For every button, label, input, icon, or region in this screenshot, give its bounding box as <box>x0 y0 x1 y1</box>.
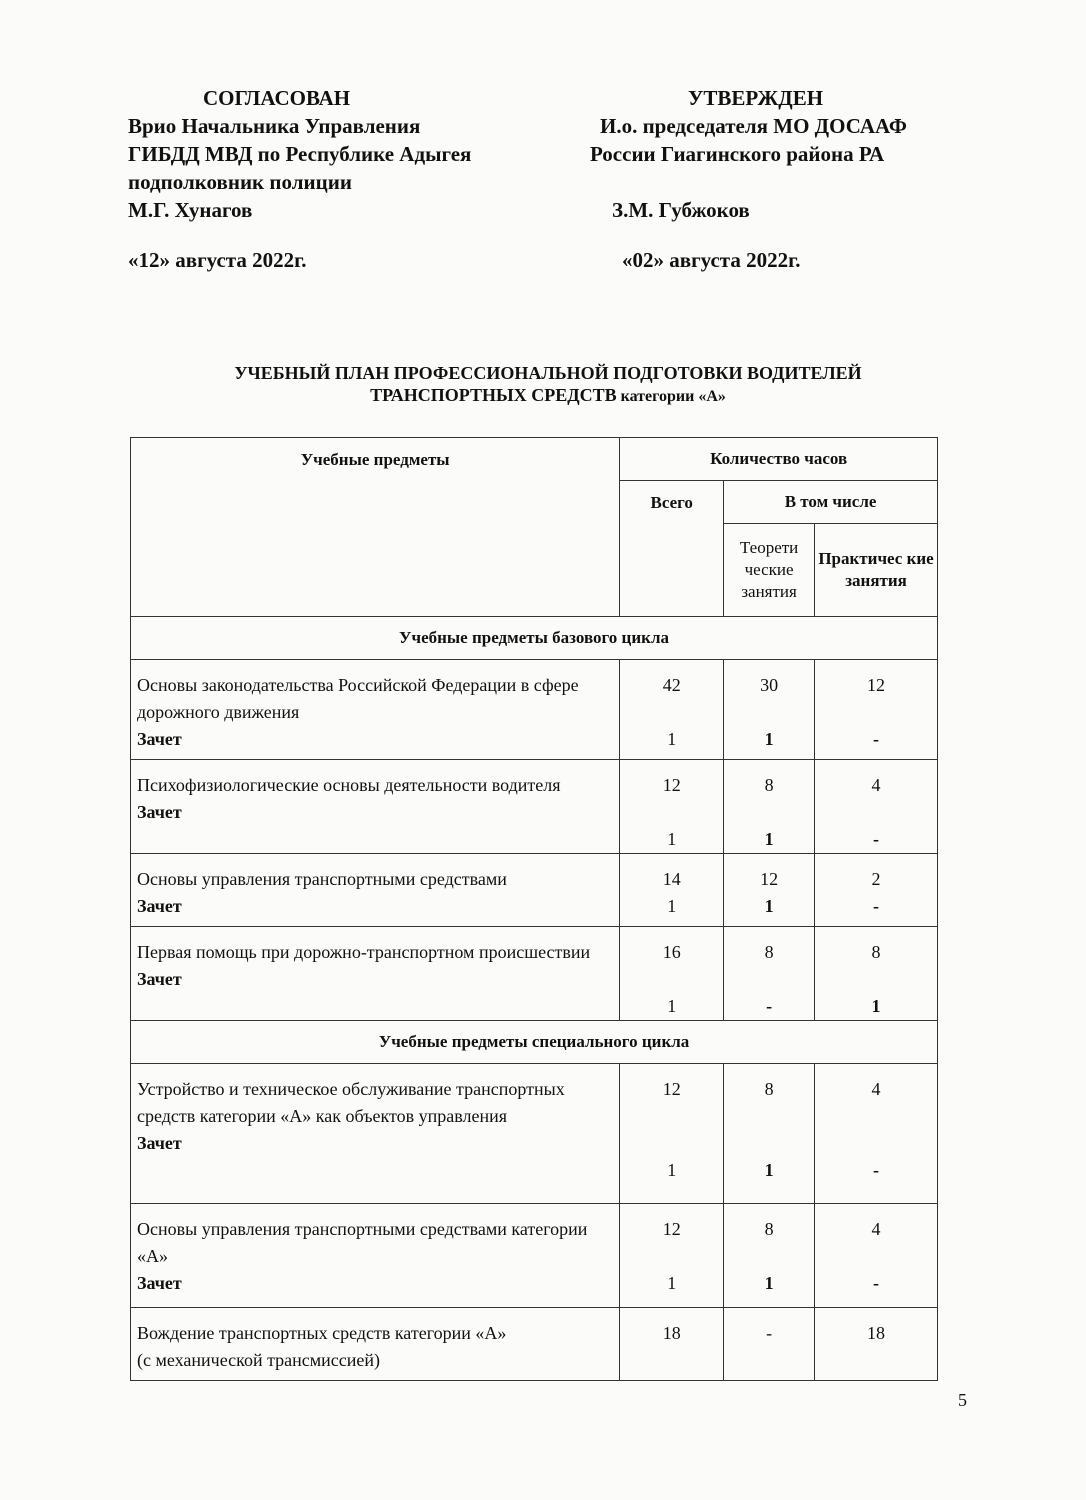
table-row <box>131 760 938 854</box>
zachet-label: Зачет <box>137 802 182 822</box>
subject-name: Первая помощь при дорожно-транспортном происшествии <box>137 942 591 962</box>
approval-right-block <box>590 84 907 274</box>
subject-name-line-1: Вождение транспортных средств категории «А» <box>137 1323 507 1343</box>
cell-practice: 4 <box>871 1219 881 1239</box>
cell-total: 18 <box>662 1323 681 1343</box>
cell-total: 42 <box>662 675 681 695</box>
approval-left-line: подполковник полиции <box>128 170 352 194</box>
cell-theory: 8 <box>764 942 774 962</box>
cell-total: 12 <box>662 1079 681 1099</box>
approval-right-line: России Гиагинского района РА <box>590 142 885 166</box>
approval-left-line: Врио Начальника Управления <box>128 114 421 138</box>
cell-theory: - <box>766 1323 773 1343</box>
document-title-line-2: ТРАНСПОРТНЫХ СРЕДСТВ категории «А» <box>370 385 726 405</box>
subject-name: Основы законодательства Российской Федерации в сфере дорожного движения <box>137 675 579 722</box>
cell-zachet-theory: 1 <box>764 896 774 916</box>
page-number: 5 <box>958 1390 967 1410</box>
header-subjects: Учебные предметы <box>131 438 620 617</box>
cell-zachet-practice: 1 <box>871 996 881 1016</box>
cell-zachet-practice: - <box>873 896 880 916</box>
cell-theory: 8 <box>764 1219 774 1239</box>
cell-practice: 12 <box>867 675 886 695</box>
cell-theory: 12 <box>760 869 779 889</box>
approval-left-line: ГИБДД МВД по Республике Адыгея <box>128 142 472 166</box>
subject-name: Устройство и техническое обслуживание транспортных средств категории «А» как объектов управления <box>137 1079 565 1126</box>
header-hours: Количество часов <box>620 438 938 481</box>
table-row <box>131 927 938 1021</box>
cell-zachet-practice: - <box>873 729 880 749</box>
zachet-label: Зачет <box>137 896 182 916</box>
table-row <box>131 854 938 927</box>
document-title <box>128 362 968 408</box>
zachet-label: Зачет <box>137 1273 182 1293</box>
cell-zachet-theory: 1 <box>764 729 774 749</box>
cell-practice: 4 <box>871 775 881 795</box>
cell-zachet-practice: - <box>873 1160 880 1180</box>
approval-right-title: УТВЕРЖДЕН <box>688 86 824 110</box>
cell-total: 12 <box>662 1219 681 1239</box>
subject-name: Основы управления транспортными средствами категории «А» <box>137 1219 588 1266</box>
header-practice: Практичес кие занятия <box>815 524 938 617</box>
subject-name: Психофизиологические основы деятельности водителя <box>137 775 561 795</box>
cell-zachet-practice: - <box>873 1273 880 1293</box>
subject-name: Основы управления транспортными средствами <box>137 869 507 889</box>
cell-zachet-theory: - <box>766 996 773 1016</box>
header-total: Всего <box>620 481 724 617</box>
curriculum-table <box>130 437 938 1381</box>
table-row <box>131 1064 938 1204</box>
approval-left-title: СОГЛАСОВАН <box>203 86 351 110</box>
cell-zachet-theory: 1 <box>764 829 774 849</box>
table-row <box>131 660 938 760</box>
cell-zachet-theory: 1 <box>764 1160 774 1180</box>
approval-right-line: И.о. председателя МО ДОСААФ <box>600 114 907 138</box>
approval-right-signatory: З.М. Губжоков <box>612 198 750 222</box>
table-row <box>131 1204 938 1308</box>
cell-practice: 4 <box>871 1079 881 1099</box>
cell-zachet-total: 1 <box>667 829 677 849</box>
cell-zachet-practice: - <box>873 829 880 849</box>
cell-practice: 8 <box>871 942 881 962</box>
document-title-line-1: УЧЕБНЫЙ ПЛАН ПРОФЕССИОНАЛЬНОЙ ПОДГОТОВКИ ВОДИТЕЛЕЙ <box>234 363 862 383</box>
cell-total: 12 <box>662 775 681 795</box>
cell-total: 16 <box>662 942 681 962</box>
header-theory: Теорети ческие занятия <box>724 524 815 617</box>
section-special-cycle: Учебные предметы специального цикла <box>131 1021 938 1064</box>
cell-practice: 18 <box>867 1323 886 1343</box>
cell-zachet-total: 1 <box>667 996 677 1016</box>
cell-zachet-total: 1 <box>667 896 677 916</box>
approval-left-date: «12» августа 2022г. <box>128 248 307 272</box>
approval-left-signatory: М.Г. Хунагов <box>128 198 253 222</box>
zachet-label: Зачет <box>137 1133 182 1153</box>
approval-left-block <box>128 84 471 274</box>
cell-zachet-total: 1 <box>667 1273 677 1293</box>
approval-right-date: «02» августа 2022г. <box>622 248 801 272</box>
cell-theory: 8 <box>764 775 774 795</box>
cell-theory: 30 <box>760 675 779 695</box>
subject-name-line-2: (с механической трансмиссией) <box>137 1350 381 1370</box>
cell-zachet-theory: 1 <box>764 1273 774 1293</box>
cell-zachet-total: 1 <box>667 729 677 749</box>
zachet-label: Зачет <box>137 729 182 749</box>
table-row <box>131 1308 938 1381</box>
zachet-label: Зачет <box>137 969 182 989</box>
section-basic-cycle: Учебные предметы базового цикла <box>131 617 938 660</box>
cell-practice: 2 <box>871 869 881 889</box>
header-including: В том числе <box>724 481 938 524</box>
cell-total: 14 <box>662 869 681 889</box>
cell-theory: 8 <box>764 1079 774 1099</box>
cell-zachet-total: 1 <box>667 1160 677 1180</box>
